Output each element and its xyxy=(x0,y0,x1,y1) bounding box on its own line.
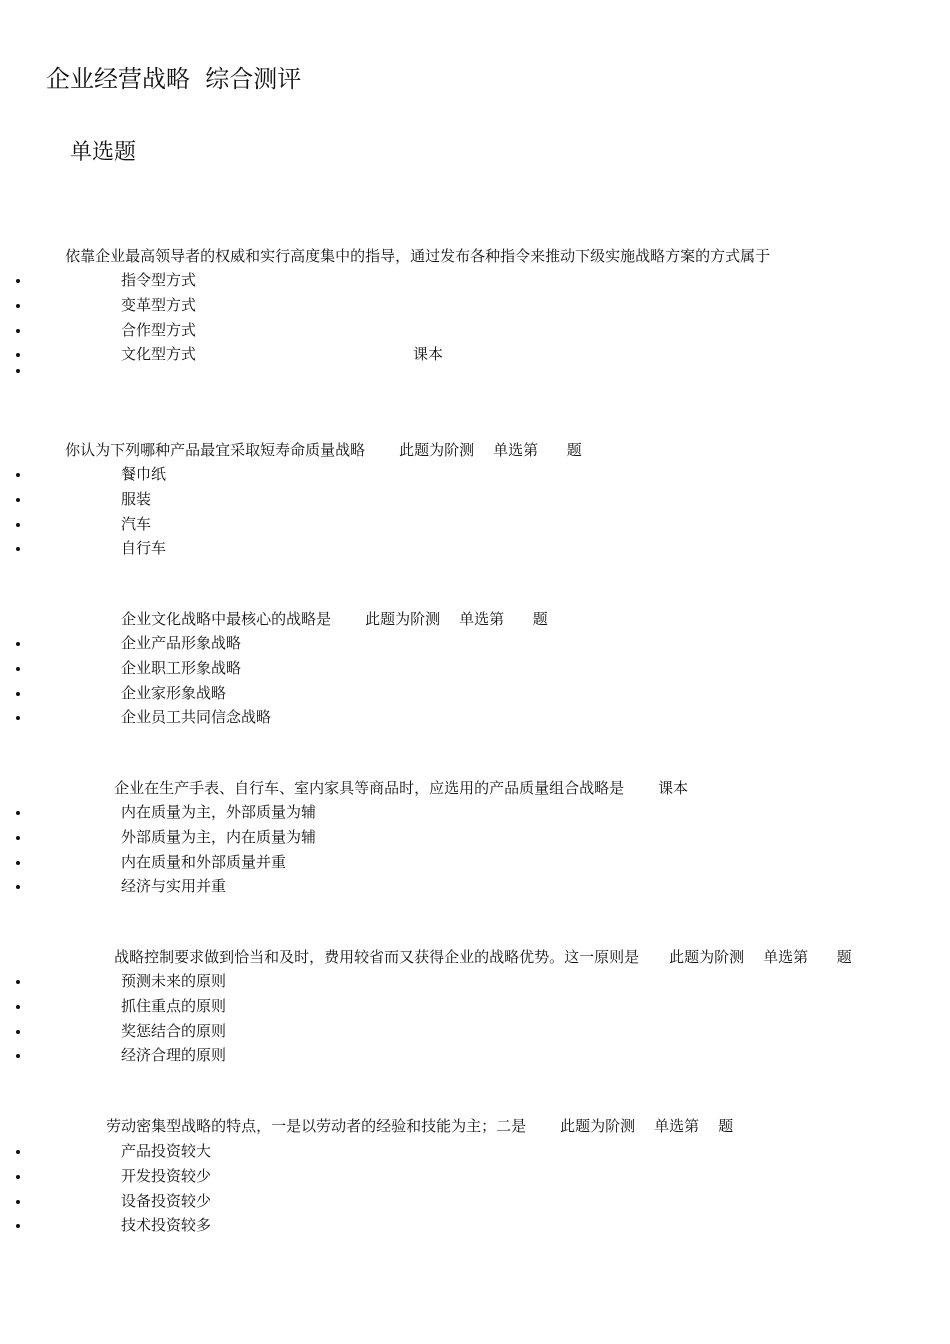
question-text: 企业在生产手表、自行车、室内家具等商品时，应选用的产品质量组合战略是 xyxy=(114,779,625,797)
question-note: 课本 xyxy=(658,779,689,797)
question-text: 劳动密集型战略的特点，一是以劳动者的经验和技能为主；二是 xyxy=(106,1117,527,1135)
bullet-icon xyxy=(16,498,20,502)
document-title: 企业经营战略 综合测评 xyxy=(46,65,302,93)
option-text: 餐巾纸 xyxy=(121,465,167,483)
bullet-icon xyxy=(16,1054,20,1058)
bullet-icon xyxy=(16,304,20,308)
option-text: 内在质量为主，外部质量为辅 xyxy=(121,803,317,821)
bullet-icon xyxy=(16,1030,20,1034)
bullet-icon xyxy=(16,885,20,889)
question-note: 此题为阶测 单选第 题 xyxy=(365,610,548,628)
bullet-icon xyxy=(16,836,20,840)
bullet-icon xyxy=(16,369,20,373)
bullet-icon xyxy=(16,1150,20,1154)
bullet-icon xyxy=(16,329,20,333)
option-text: 经济合理的原则 xyxy=(121,1046,227,1065)
option-text: 内在质量和外部质量并重 xyxy=(121,852,287,871)
option-text: 企业职工形象战略 xyxy=(121,658,242,677)
bullet-icon xyxy=(16,642,20,646)
bullet-icon xyxy=(16,1224,20,1228)
question-text: 战略控制要求做到恰当和及时，费用较省而又获得企业的战略优势。这一原则是 xyxy=(114,948,640,966)
bullet-icon xyxy=(16,980,20,984)
bullet-icon xyxy=(16,1005,20,1009)
option-text: 产品投资较大 xyxy=(121,1142,212,1160)
option-text: 变革型方式 xyxy=(121,295,197,314)
bullet-icon xyxy=(16,811,20,815)
section-heading: 单选题 xyxy=(70,140,137,165)
question-text: 依靠企业最高领导者的权威和实行高度集中的指导，通过发布各种指令来推动下级实施战略方案的方式属于 xyxy=(65,247,771,265)
option-text: 奖惩结合的原则 xyxy=(121,1021,227,1040)
option-text: 外部质量为主，内在质量为辅 xyxy=(121,827,317,846)
bullet-icon xyxy=(16,1175,20,1179)
bullet-icon xyxy=(16,279,20,283)
option-text: 指令型方式 xyxy=(121,271,197,289)
option-text: 企业家形象战略 xyxy=(121,683,227,702)
bullet-icon xyxy=(16,861,20,865)
question-note: 此题为阶测 单选第 题 xyxy=(669,948,852,966)
option-text: 开发投资较少 xyxy=(121,1166,212,1185)
option-text: 经济与实用并重 xyxy=(121,877,227,896)
bullet-icon xyxy=(16,692,20,696)
option-source-note: 课本 xyxy=(413,345,444,364)
option-text: 合作型方式 xyxy=(121,320,197,339)
option-text: 自行车 xyxy=(121,539,167,558)
option-text: 文化型方式 xyxy=(121,345,197,364)
question-note: 此题为阶测 单选第 题 xyxy=(399,441,582,459)
option-text: 设备投资较少 xyxy=(121,1191,212,1210)
question-text: 企业文化战略中最核心的战略是 xyxy=(121,610,332,628)
option-text: 服装 xyxy=(121,489,152,508)
bullet-icon xyxy=(16,547,20,551)
question-text: 你认为下列哪种产品最宜采取短寿命质量战略 xyxy=(65,441,366,459)
bullet-icon xyxy=(16,667,20,671)
bullet-icon xyxy=(16,473,20,477)
bullet-icon xyxy=(16,716,20,720)
option-text: 预测未来的原则 xyxy=(121,972,227,990)
option-text: 汽车 xyxy=(121,514,152,533)
option-text: 抓住重点的原则 xyxy=(121,996,227,1015)
question-note: 此题为阶测 单选第 题 xyxy=(560,1117,734,1135)
bullet-icon xyxy=(16,1200,20,1204)
option-text: 企业员工共同信念战略 xyxy=(121,708,272,727)
bullet-icon xyxy=(16,523,20,527)
bullet-icon xyxy=(16,353,20,357)
option-text: 技术投资较多 xyxy=(121,1216,212,1235)
option-text: 企业产品形象战略 xyxy=(121,634,242,652)
